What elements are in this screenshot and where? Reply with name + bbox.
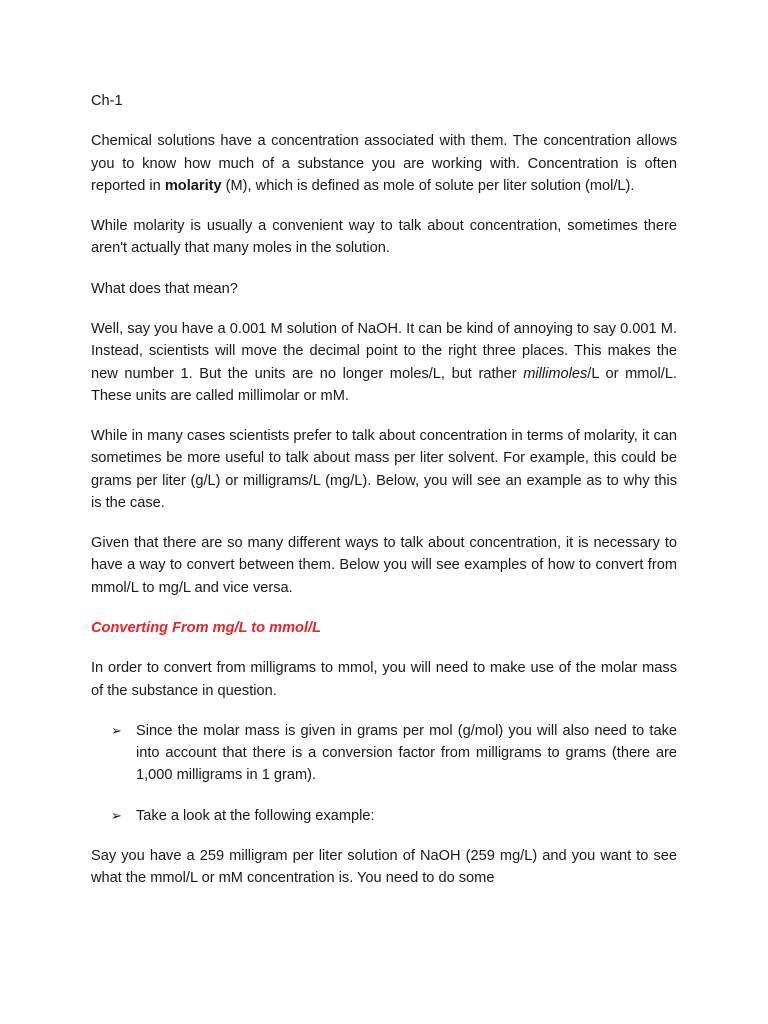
paragraph-example: Say you have a 259 milligram per liter solution of NaOH (259 mg/L) and you want to see what the mmol/L or mM concentration is. You need to do some: [91, 848, 677, 887]
p4-text-before: Well, say you have a 0.001 M solution of NaOH. It can be kind of annoying to say 0.001 M. Instead, scientists will move the decimal point to the right three places. This makes the new number 1. But the units are no longer moles/L, but rather: [91, 321, 677, 382]
document-content: [91, 90, 677, 908]
paragraph-molarity-convenience: While molarity is usually a convenient way to talk about concentration, sometimes there aren't actually that many moles in the solution.: [91, 218, 677, 257]
millimoles-term: millimoles: [523, 365, 588, 382]
arrow-bullet-icon: ➢: [111, 807, 122, 823]
bullet-text: Take a look at the following example:: [136, 807, 375, 824]
paragraph-question: What does that mean?: [91, 280, 238, 297]
paragraph-concentration-intro: [91, 130, 677, 197]
list-item: [91, 720, 677, 787]
p4-text-after: /L or mmol/L. These units are called millimolar or mM.: [91, 365, 677, 404]
paragraph-conversion-method: In order to convert from milligrams to mmol, you will need to make use of the molar mass of the substance in question.: [91, 660, 677, 699]
paragraph-millimolar: [91, 318, 677, 407]
paragraph-mass-per-liter: While in many cases scientists prefer to talk about concentration in terms of molarity, it can sometimes be more useful to talk about mass per liter solvent. For example, this could be grams per liter (g/L) or milligrams/L (mg/L). Below, you will see an example as to why this is the case.: [91, 428, 677, 511]
list-item: [91, 805, 677, 827]
section-heading-converting: Converting From mg/L to mmol/L: [91, 619, 321, 636]
p1-text-before: Chemical solutions have a concentration associated with them. The concentration allows you to know how much of a substance you are working with. Concentration is often reported in: [91, 133, 677, 194]
paragraph-conversion-need: Given that there are so many different ways to talk about concentration, it is necessary to have a way to convert between them. Below you will see examples of how to convert from mmol/L to mg/L and vice versa.: [91, 535, 677, 596]
bullet-text: Since the molar mass is given in grams per mol (g/mol) you will also need to take into account that there is a conversion factor from milligrams to grams (there are 1,000 milligrams in 1 gram).: [136, 722, 677, 784]
bullet-list: [91, 720, 677, 827]
p1-text-after: (M), which is defined as mole of solute per liter solution (mol/L).: [221, 177, 635, 194]
arrow-bullet-icon: ➢: [111, 722, 122, 738]
molarity-term: molarity: [164, 177, 222, 194]
chapter-heading: Ch-1: [91, 93, 123, 109]
